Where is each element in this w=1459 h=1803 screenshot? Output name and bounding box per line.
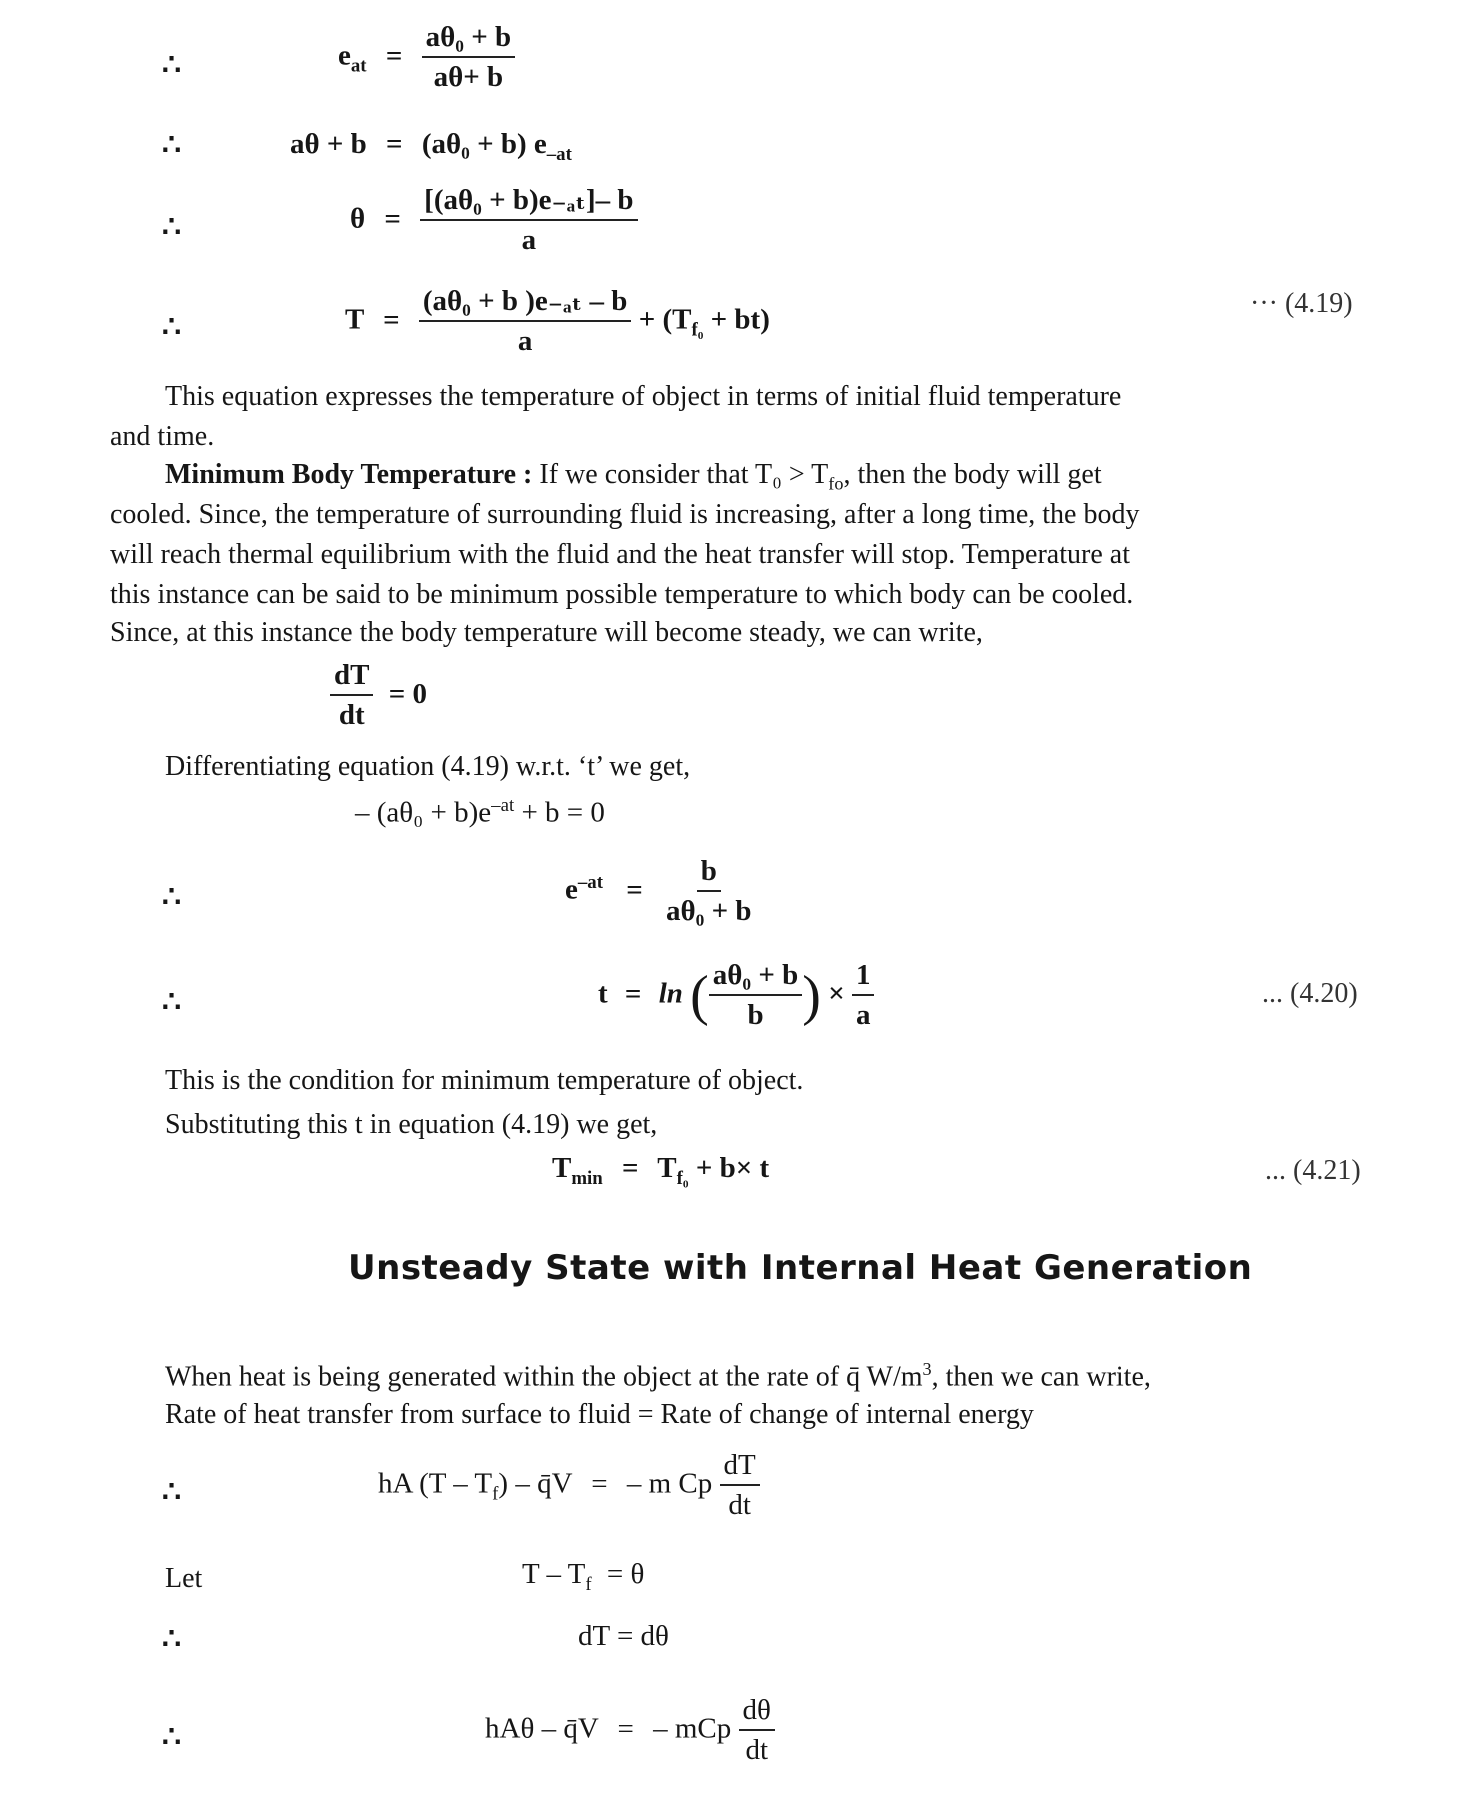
text: , then the body will get <box>843 459 1102 490</box>
denominator: b <box>747 998 764 1031</box>
paragraph-line: cooled. Since, the temperature of surrounding fluid is increasing, after a long time, the body <box>110 499 1140 530</box>
equation-diff <box>355 795 605 830</box>
equation-a-theta <box>290 128 572 166</box>
text: , then we can write, <box>931 1361 1151 1393</box>
therefore-symbol: ∴ <box>162 49 180 82</box>
paragraph-line: Since, at this instance the body temperature will become steady, we can write, <box>110 617 983 648</box>
equation-theta <box>350 185 638 257</box>
paragraph-line: Rate of heat transfer from surface to fluid = Rate of change of internal energy <box>165 1399 1034 1430</box>
therefore-symbol: ∴ <box>162 1476 180 1509</box>
ln: ln <box>658 977 683 1010</box>
lhs-sub: f <box>585 1573 592 1595</box>
equals: = <box>626 873 643 906</box>
lhs: θ <box>350 202 366 235</box>
rhs: – mCp <box>653 1712 732 1745</box>
equals: = <box>622 1152 639 1184</box>
paragraph-line: this instance can be said to be minimum possible temperature to which body can be cooled. <box>110 579 1134 610</box>
fraction <box>852 960 875 1032</box>
tail: + b× t <box>688 1152 770 1184</box>
lhs: T <box>552 1152 572 1184</box>
numerator: 1 <box>852 960 875 996</box>
paren-open: ( <box>690 964 709 1027</box>
therefore-symbol: ∴ <box>162 1721 180 1754</box>
rhs: T <box>657 1152 677 1184</box>
equation-e-at <box>338 22 515 94</box>
equals: = <box>383 303 400 336</box>
fraction <box>422 22 516 94</box>
equation-heat-gen <box>378 1450 760 1522</box>
lhs-sub: at <box>350 55 367 77</box>
paren-close: ) <box>802 964 821 1027</box>
rhs: – m Cp <box>626 1467 713 1500</box>
lhs: t <box>598 977 608 1010</box>
rhs-sub: f₀ <box>676 1167 689 1189</box>
numerator: aθ₀ + b <box>422 22 516 58</box>
sup: 3 <box>922 1359 932 1379</box>
denominator: a <box>521 223 537 256</box>
section-title: Minimum Body Temperature : <box>165 459 533 490</box>
rhs-sub: –at <box>546 143 572 165</box>
rhs: = θ <box>606 1558 645 1590</box>
rhs: (aθ₀ + b) e <box>421 128 547 160</box>
text: If we consider that T₀ > T <box>532 459 829 490</box>
equation-e-neg-at <box>565 856 752 928</box>
equals: = <box>384 202 401 235</box>
therefore-symbol: ∴ <box>162 129 180 162</box>
fraction <box>709 960 803 1032</box>
paragraph-line: This equation expresses the temperature of object in terms of initial fluid temperature <box>165 381 1122 412</box>
lhs-sup: –at <box>577 871 603 893</box>
rhs: = 0 <box>388 677 428 710</box>
equals: = <box>624 977 642 1010</box>
numerator: aθ₀ + b <box>709 960 803 996</box>
lhs-sub: f <box>492 1483 499 1505</box>
equation-T <box>345 286 770 358</box>
paragraph-line: Substituting this t in equation (4.19) we get, <box>165 1109 658 1140</box>
fraction <box>419 286 632 358</box>
paragraph-line: This is the condition for minimum temperature of object. <box>165 1065 804 1096</box>
times: × <box>828 977 845 1010</box>
lhs: hA (T – T <box>378 1467 493 1500</box>
paragraph-line <box>165 1350 1151 1396</box>
therefore-symbol: ∴ <box>162 986 180 1019</box>
paragraph-line: Differentiating equation (4.19) w.r.t. ‘t’ we get, <box>165 751 691 782</box>
therefore-symbol: ∴ <box>162 1623 180 1656</box>
lhs: e <box>338 39 351 72</box>
tail: + b = 0 <box>514 796 605 829</box>
denominator: dt <box>338 698 365 731</box>
denominator: aθ+ b <box>433 60 504 93</box>
fraction <box>330 660 373 732</box>
equation-let <box>522 1558 644 1596</box>
equals: = <box>385 39 403 72</box>
rest: + (T <box>638 303 692 336</box>
text: When heat is being generated within the object at the rate of q̄ W/m <box>165 1361 923 1393</box>
lhs: aθ + b <box>290 128 367 160</box>
section-heading: Unsteady State with Internal Heat Generation <box>348 1248 1253 1288</box>
fraction <box>420 185 637 257</box>
rest-sub: f₀ <box>691 319 704 341</box>
equation-dTdt <box>330 660 427 732</box>
numerator: b <box>697 856 721 892</box>
sup: –at <box>491 795 515 816</box>
lhs: e <box>565 873 578 906</box>
denominator: a <box>855 998 871 1031</box>
numerator: [(aθ₀ + b)e₋ₐₜ]– b <box>420 185 637 221</box>
paragraph-line: and time. <box>110 421 215 452</box>
therefore-symbol: ∴ <box>162 881 180 914</box>
rest-close: + bt) <box>703 303 770 336</box>
fraction <box>739 1695 775 1767</box>
equation-number: ··· (4.19) <box>1250 288 1353 319</box>
equation-t <box>598 960 874 1032</box>
fraction <box>666 856 752 928</box>
lhs: T – T <box>522 1558 586 1590</box>
lhs-sub: min <box>571 1167 603 1189</box>
equation-number: ... (4.20) <box>1262 978 1358 1009</box>
denominator: dt <box>745 1733 769 1766</box>
paragraph-line: will reach thermal equilibrium with the fluid and the heat transfer will stop. Temperature at <box>110 539 1130 570</box>
equation-final <box>485 1695 775 1767</box>
text: – (aθ₀ + b)e <box>355 796 492 829</box>
numerator: dθ <box>739 1695 775 1731</box>
fraction <box>720 1450 760 1522</box>
lhs: hAθ – q̄V <box>485 1712 599 1745</box>
denominator: aθ₀ + b <box>666 894 752 927</box>
therefore-symbol: ∴ <box>162 211 180 244</box>
numerator: (aθ₀ + b )e₋ₐₜ – b <box>419 286 632 322</box>
equation-number: ... (4.21) <box>1265 1155 1361 1186</box>
numerator: dT <box>720 1450 760 1486</box>
equation-tmin <box>552 1152 769 1190</box>
denominator: dt <box>728 1488 751 1521</box>
numerator: dT <box>330 660 373 696</box>
therefore-symbol: ∴ <box>162 311 180 344</box>
lhs: T <box>345 303 364 336</box>
equation-dT-dtheta: dT = dθ <box>578 1620 669 1652</box>
equals: = <box>617 1712 634 1745</box>
sub: fo <box>828 473 844 494</box>
equals: = <box>386 128 403 160</box>
equals: = <box>591 1467 608 1500</box>
let-label: Let <box>165 1563 203 1594</box>
lhs-tail: ) – q̄V <box>498 1467 572 1500</box>
denominator: a <box>517 324 533 357</box>
